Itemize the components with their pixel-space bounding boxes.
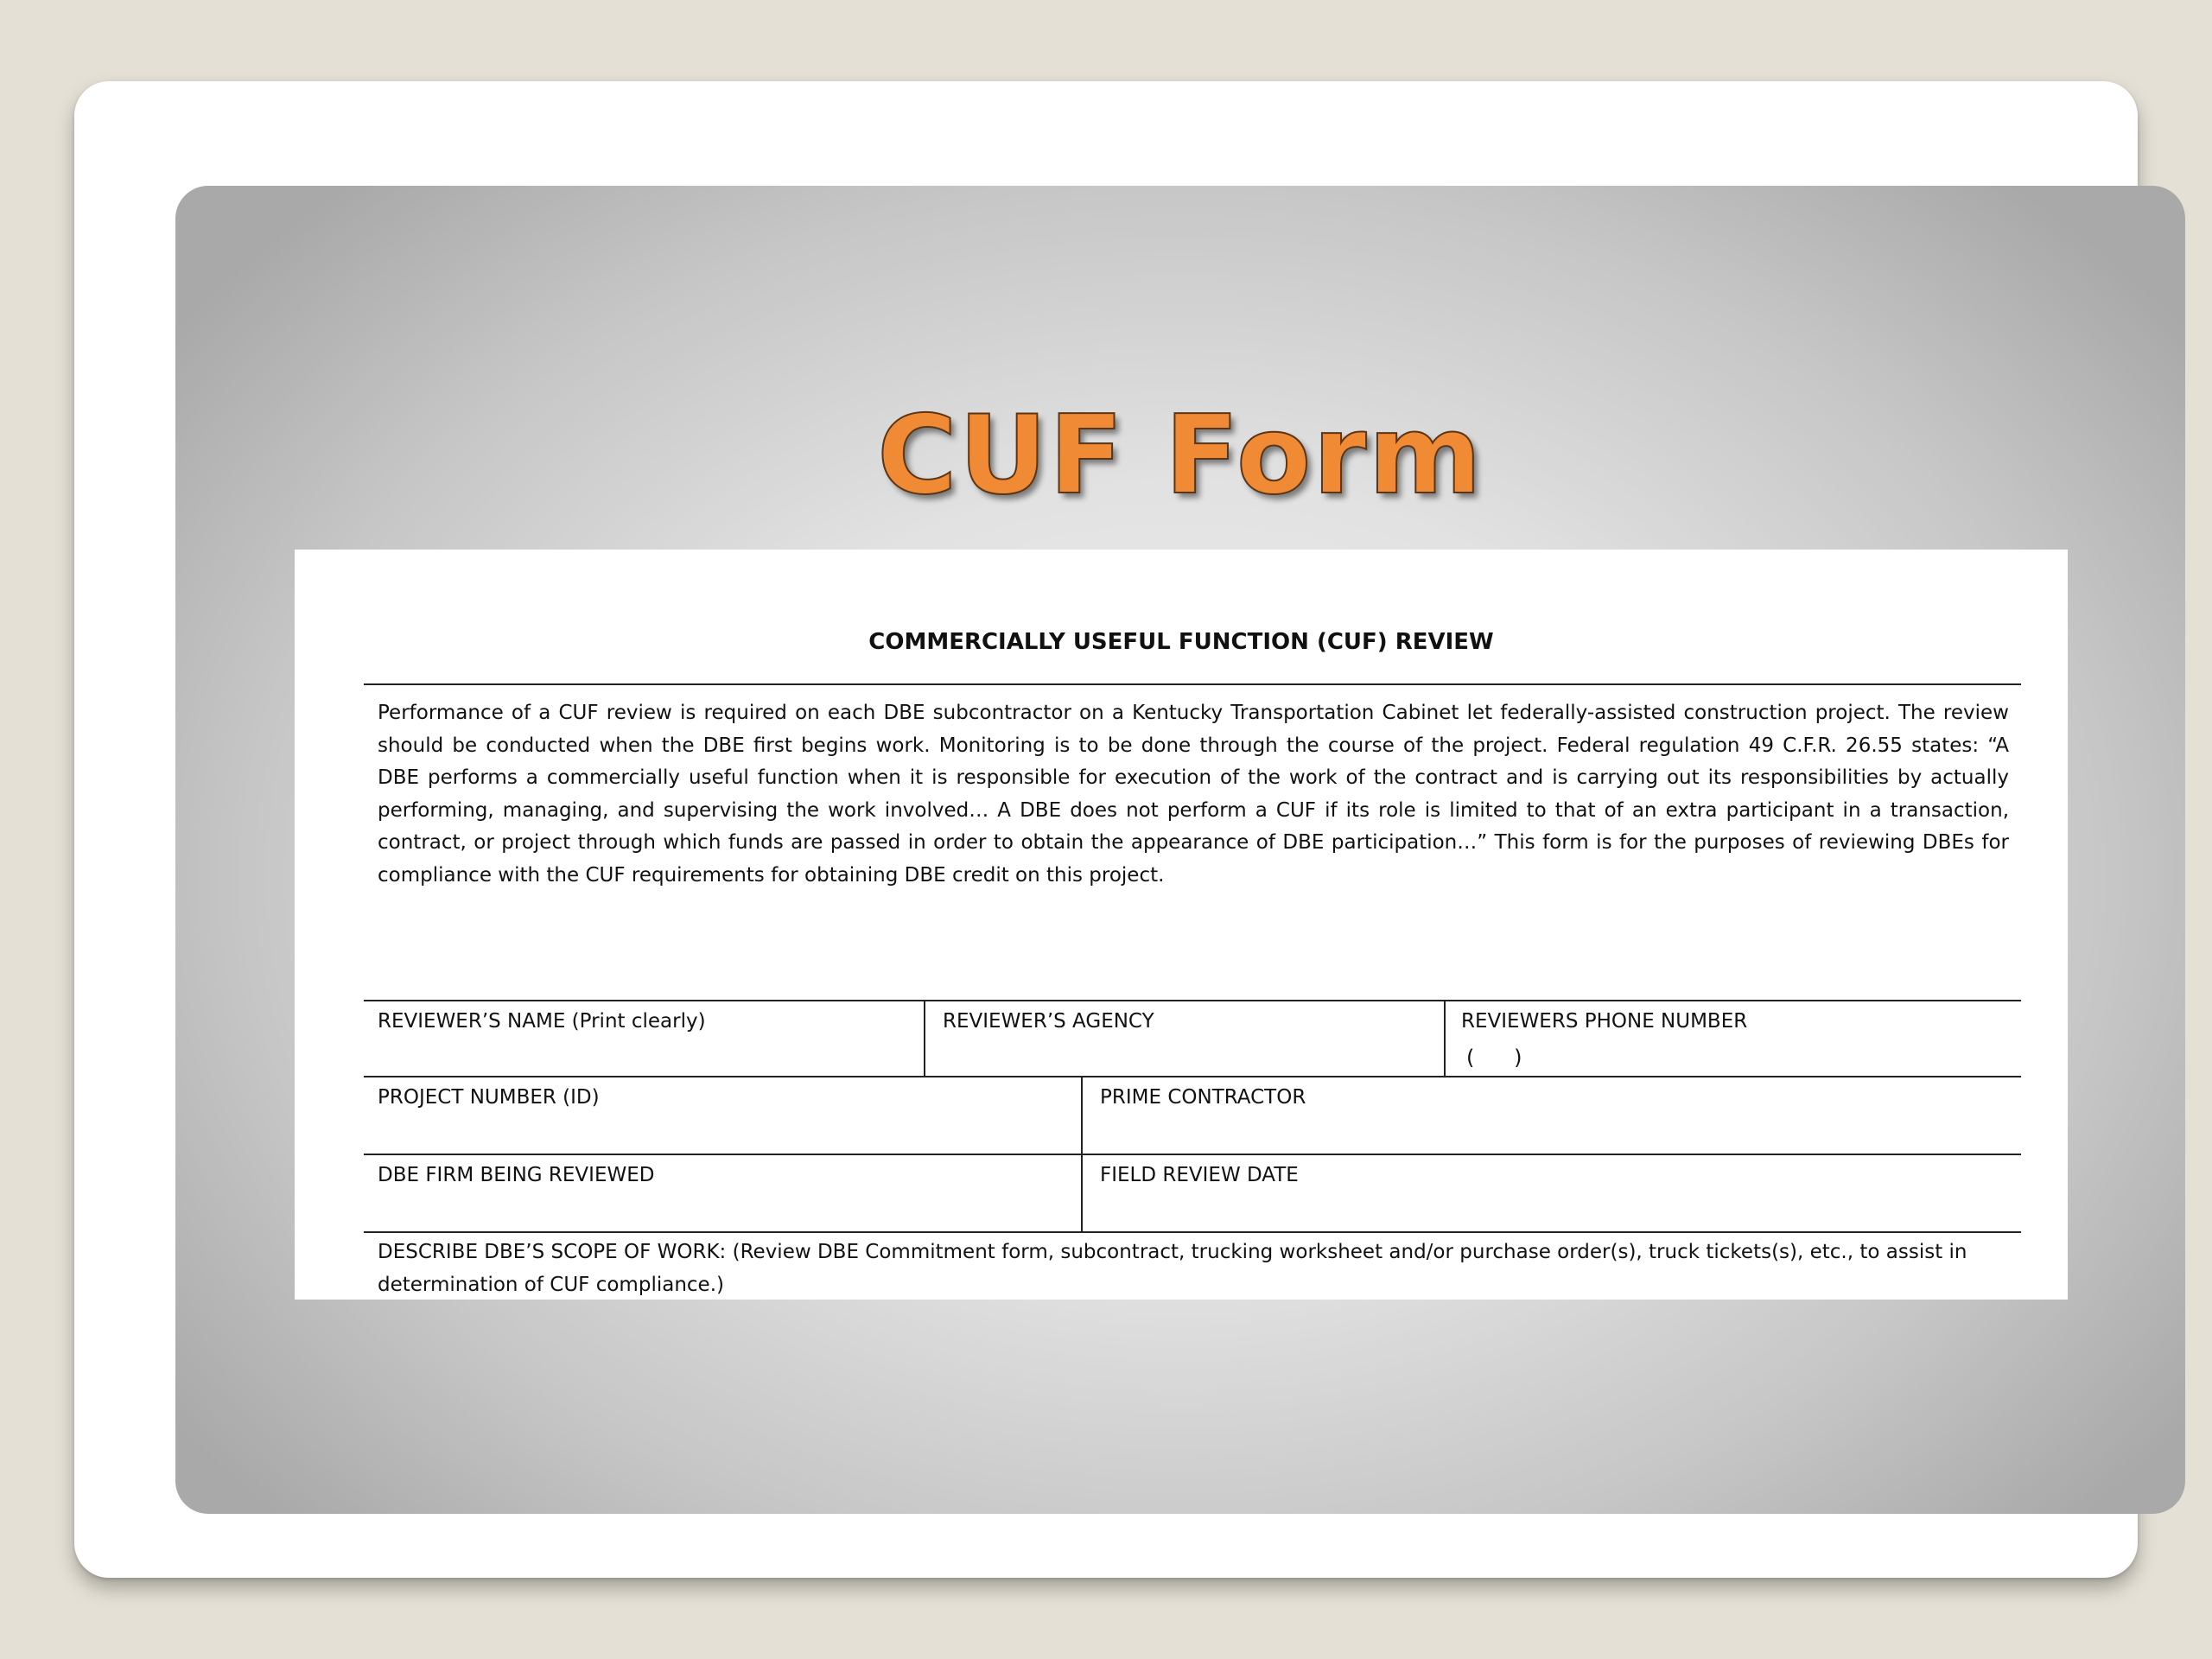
scope-of-work-label-line2: determination of CUF compliance.) bbox=[378, 1274, 724, 1296]
intro-line: should be conducted when the DBE first begins work. Monitoring is to be done through the course of the project. Federal regulation 49 C.F.R. 26.55 states: “A bbox=[378, 734, 2009, 757]
form-column-divider bbox=[1444, 1001, 1446, 1077]
scope-of-work-label-line1: DESCRIBE DBE’S SCOPE OF WORK: (Review DBE Commitment form, subcontract, trucking worksheet and/or purchase order(s), truck tickets(s), etc., to assist in bbox=[378, 1241, 1967, 1263]
reviewer-phone-label: REVIEWERS PHONE NUMBER bbox=[1461, 1010, 1748, 1033]
slide-card bbox=[74, 81, 2138, 1578]
form-row-rule bbox=[364, 1000, 2021, 1001]
intro-line: DBE performs a commercially useful function when it is responsible for execution of the work of the contract and is carrying out its responsibilities by actually bbox=[378, 766, 2009, 789]
form-row-rule bbox=[364, 1231, 2021, 1233]
form-top-rule bbox=[364, 683, 2021, 685]
slide-content-panel bbox=[175, 186, 2185, 1514]
reviewer-agency-label: REVIEWER’S AGENCY bbox=[943, 1010, 1154, 1033]
dbe-firm-label: DBE FIRM BEING REVIEWED bbox=[378, 1164, 655, 1186]
reviewer-name-label: REVIEWER’S NAME (Print clearly) bbox=[378, 1010, 706, 1033]
form-row-rule bbox=[364, 1076, 2021, 1077]
prime-contractor-label: PRIME CONTRACTOR bbox=[1100, 1086, 1306, 1109]
intro-line: performing, managing, and supervising the work involved… A DBE does not perform a CUF if its role is limited to that of an extra participant in a transaction, bbox=[378, 798, 2009, 822]
project-number-label: PROJECT NUMBER (ID) bbox=[378, 1086, 600, 1109]
form-column-divider bbox=[924, 1001, 925, 1077]
field-review-date-label: FIELD REVIEW DATE bbox=[1100, 1164, 1299, 1186]
form-row-rule bbox=[364, 1154, 2021, 1155]
phone-area-code-parens: ( ) bbox=[1466, 1046, 1522, 1070]
intro-line: compliance with the CUF requirements for obtaining DBE credit on this project. bbox=[378, 863, 1165, 887]
form-heading: COMMERCIALLY USEFUL FUNCTION (CUF) REVIEW bbox=[868, 629, 1494, 655]
intro-line: Performance of a CUF review is required on each DBE subcontractor on a Kentucky Transportation Cabinet let federally-assisted construction project. The review bbox=[378, 702, 2009, 724]
form-intro-paragraph bbox=[378, 697, 2009, 892]
slide-title: CUF Form bbox=[877, 391, 1484, 518]
intro-line: contract, or project through which funds are passed in order to obtain the appearance of DBE participation…” This form is for the purposes of reviewing DBEs for bbox=[378, 831, 2009, 854]
cuf-form-image bbox=[295, 550, 2068, 1300]
